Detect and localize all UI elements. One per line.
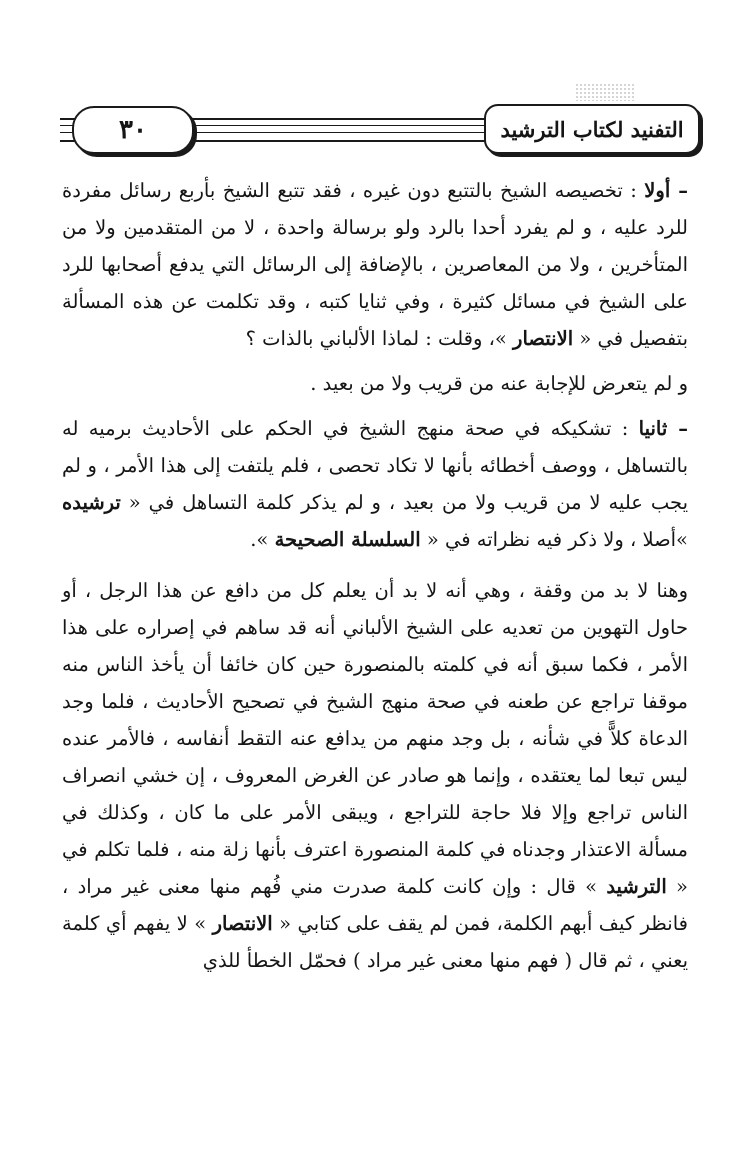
point-label: – أولا [644, 179, 689, 202]
paragraph-text: » لا يفهم أي كلمة يعني ، ثم قال ( فهم منها معنى غير مراد ) فحمّل الخطأ للذي [62, 912, 688, 972]
paragraph-text: »، وقلت : لماذا الألباني بالذات ؟ [245, 327, 514, 350]
book-reference: الانتصار [212, 912, 273, 935]
book-reference: الترشيد [606, 875, 667, 898]
scan-noise [575, 83, 635, 101]
paragraph-text: : تشكيكه في صحة منهج الشيخ في الحكم على الأحاديث برميه له بالتساهل ، ووصف أخطائه بأنها لا تكاد تحصى ، فلم يلتفت إلى هذا الأمر ، و لم يجب عليه لا من قريب ولا من بعيد ، و لم يذكر كلمة التساهل في « [62, 417, 688, 514]
paragraph-text: وهنا لا بد من وقفة ، وهي أنه لا بد أن يعلم كل من دافع عن هذا الرجل ، أو حاول التهوين من تعديه على الشيخ الألباني أنه قد ساهم في إصراره على هذا الأمر ، فكما سبق أنه في كلمته بالمنصورة حين كان خائفا أن يأخذ الناس منه موقفا تراجع عن طعنه في صحة منهج الشيخ في تصحيح الأحاديث ، فلما وجد الدعاة كلاًّ في شأنه ، بل وجد منهم من يدافع عنه التقط أنفاسه ، فالأمر عنده ليس تبعا لما يعتقده ، وإنما هو صادر عن الغرض المعروف ، إن خشي انصراف الناس تراجع وإلا فلا حاجة للتراجع ، ويبقى الأمر على ما كان ، وكذلك في مسألة الاعتذار وجدناه في كلمة المنصورة اعترف بأنها زلة منه ، فلما تكلم في « [62, 579, 688, 898]
paragraph-text: ». [250, 528, 275, 551]
paragraph-text: »أصلا ، ولا ذكر فيه نظراته في « [420, 528, 688, 551]
page-body [62, 172, 688, 979]
running-header [60, 100, 700, 162]
book-title: التفنيد لكتاب الترشيد [484, 104, 700, 154]
point-label: – ثانيا [638, 417, 688, 440]
paragraph-first-point [62, 172, 688, 357]
paragraph-text: : تخصيصه الشيخ بالتتبع دون غيره ، فقد تتبع الشيخ بأربع رسائل مفردة للرد عليه ، و لم يفرد أحدا بالرد ولو برسالة واحدة ، لا من المتقدمين ولا من المتأخرين ، ولا من المعاصرين ، بالإضافة إلى الرسائل التي يدفع أصحابها للرد على الشيخ في مسائل كثيرة ، وفي ثنايا كتبه ، وقد تكلمت عن هذه المسألة بتفصيل في « [62, 179, 688, 350]
book-reference: الانتصار [513, 327, 574, 350]
paragraph-text: و لم يتعرض للإجابة عنه من قريب ولا من بعيد . [310, 372, 688, 395]
book-reference: السلسلة الصحيحة [274, 528, 421, 551]
paragraph-second-point [62, 410, 688, 558]
book-reference: ترشيده [62, 491, 121, 514]
paragraph-discussion [62, 572, 688, 979]
page-number: ٣٠ [72, 106, 194, 154]
paragraph-note [62, 365, 688, 402]
paragraph-text: » قال : وإن كانت كلمة صدرت مني فُهم منها معنى غير مراد ، فانظر كيف أبهم الكلمة، فمن لم يقف على كتابي « [62, 875, 688, 935]
